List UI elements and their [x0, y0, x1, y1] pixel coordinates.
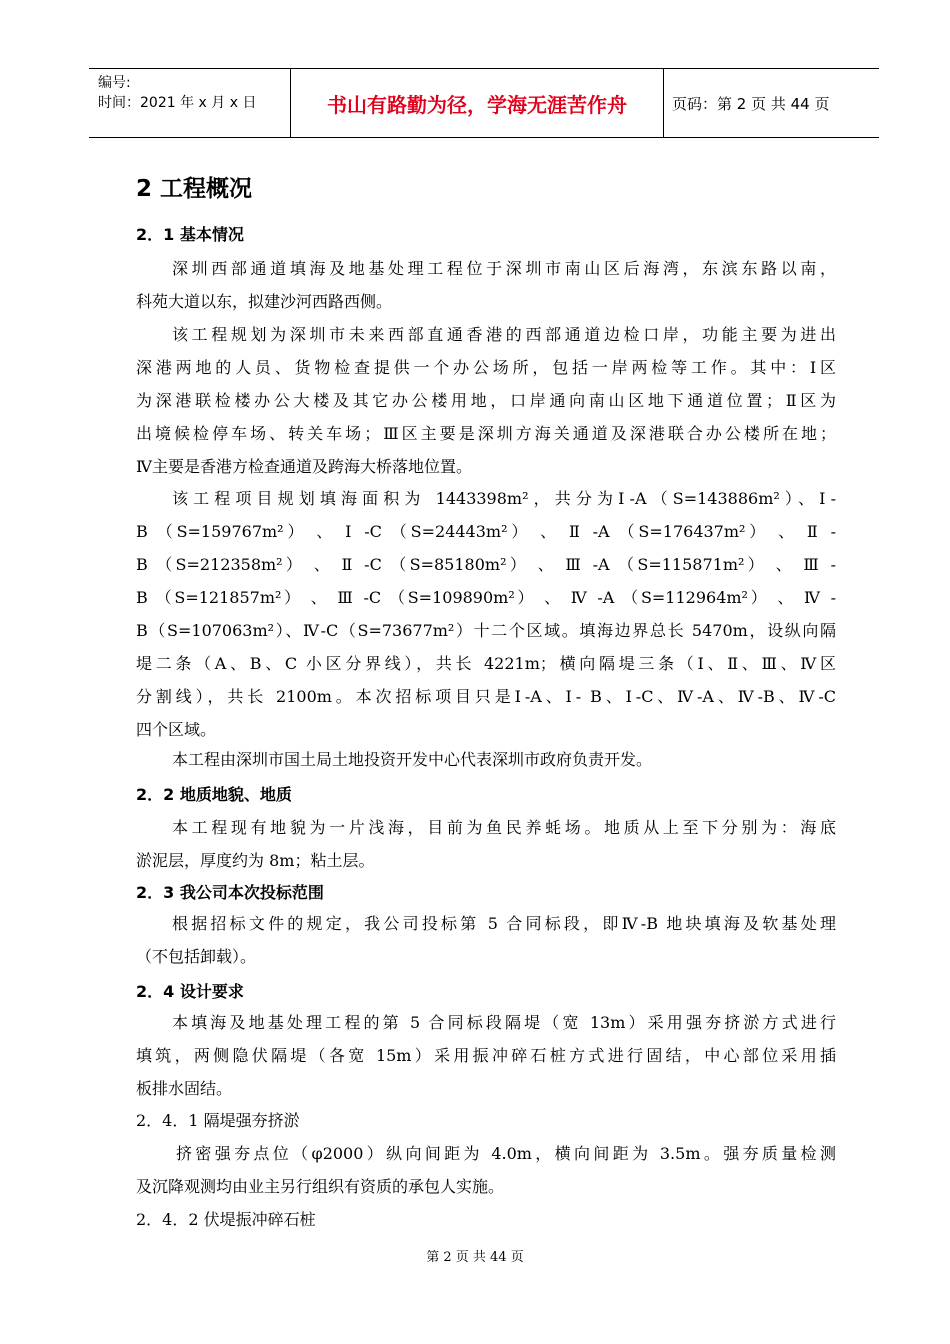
heading-2-3: 2．3 我公司本次投标范围	[136, 883, 324, 902]
text-line: 本工程由深圳市国土局土地投资开发中心代表深圳市政府负责开发。	[172, 750, 653, 769]
heading-2-4-1: 2．4．1 隔堤强夯挤淤	[136, 1111, 300, 1130]
text-line: （不包括卸载）。	[136, 947, 257, 966]
section-title: 2 工程概况	[136, 176, 253, 202]
paragraph-2-1-4	[136, 743, 836, 776]
text-line: 堤二条（A、B、C 小区分界线），共长 4221m；横向隔堤三条（Ⅰ、Ⅱ、Ⅲ、Ⅳ区	[136, 654, 836, 673]
text-line: 淤泥层，厚度约为 8m；粘土层。	[136, 851, 375, 870]
text-line: 深圳西部通道填海及地基处理工程位于深圳市南山区后海湾，东滨东路以南，	[172, 259, 836, 278]
serial-label: 编号:	[98, 75, 131, 91]
paragraph-2-4	[136, 1006, 836, 1105]
text-line: 深港两地的人员、货物检查提供一个办公场所，包括一岸两检等工作。其中：Ⅰ区	[136, 358, 836, 377]
text-line: 板排水固结。	[136, 1079, 233, 1098]
paragraph-2-1-2	[136, 318, 836, 483]
page-header	[89, 68, 879, 138]
header-page-number: 页码：第 2 页 共 44 页	[672, 94, 830, 113]
text-line: 出境候检停车场、转关车场；Ⅲ区主要是深圳方海关通道及深港联合办公楼所在地；	[136, 424, 836, 443]
header-meta	[89, 69, 290, 137]
paragraph-2-1-1	[136, 252, 836, 318]
paragraph-2-3	[136, 907, 836, 973]
paragraph-2-4-1	[136, 1137, 836, 1203]
text-line: 四个区域。	[136, 720, 217, 739]
text-line: Ⅳ主要是香港方检查通道及跨海大桥落地位置。	[136, 457, 472, 476]
date-label: 时间：2021 年 x 月 x 日	[98, 95, 257, 111]
text-line: 本填海及地基处理工程的第 5 合同标段隔堤（宽 13m）采用强夯挤淤方式进行	[172, 1013, 836, 1032]
paragraph-2-2	[136, 811, 836, 877]
text-line: 本工程现有地貌为一片浅海，目前为鱼民养蚝场。地质从上至下分别为：海底	[172, 818, 836, 837]
text-line: B （S=121857m²） 、 Ⅲ -C （S=109890m²） 、 Ⅳ -A （S=112964m²） 、 Ⅳ -	[136, 588, 836, 607]
text-line: 挤密强夯点位（φ2000）纵向间距为 4.0m，横向间距为 3.5m。强夯质量检测	[176, 1144, 836, 1163]
text-line: B（S=107063m²）、Ⅳ-C（S=73677m²）十二个区域。填海边界总长 5470m，设纵向隔	[136, 621, 836, 640]
page-footer: 第 2 页 共 44 页	[426, 1250, 524, 1265]
text-line: 及沉降观测均由业主另行组织有资质的承包人实施。	[136, 1177, 505, 1196]
text-line: 分割线），共长 2100m。本次招标项目只是Ⅰ-A、Ⅰ- B、Ⅰ-C、Ⅳ-A、Ⅳ-B、Ⅳ-C	[136, 687, 836, 706]
text-line: 填筑，两侧隐伏隔堤（各宽 15m）采用振冲碎石桩方式进行固结，中心部位采用插	[136, 1046, 836, 1065]
heading-2-2: 2．2 地质地貌、地质	[136, 785, 292, 804]
text-line: 该工程规划为深圳市未来西部直通香港的西部通道边检口岸，功能主要为进出	[172, 325, 836, 344]
text-line: 科苑大道以东，拟建沙河西路西侧。	[136, 292, 393, 311]
text-line: 为深港联检楼办公大楼及其它办公楼用地，口岸通向南山区地下通道位置；Ⅱ区为	[136, 391, 836, 410]
text-line: B （S=159767m²） 、 Ⅰ -C （S=24443m²） 、 Ⅱ -A （S=176437m²） 、 Ⅱ -	[136, 522, 836, 541]
header-motto: 书山有路勤为径，学海无涯苦作舟	[290, 69, 664, 137]
text-line: B （S=212358m²） 、 Ⅱ -C （S=85180m²） 、 Ⅲ -A （S=115871m²） 、 Ⅲ -	[136, 555, 836, 574]
text-line: 该工程项目规划填海面积为 1443398m²，共分为Ⅰ-A（S=143886m²）、Ⅰ-	[172, 489, 836, 508]
heading-2-1: 2．1 基本情况	[136, 225, 244, 244]
text-line: 根据招标文件的规定，我公司投标第 5 合同标段，即Ⅳ-B 地块填海及软基处理	[172, 914, 836, 933]
heading-2-4-2: 2．4．2 伏堤振冲碎石桩	[136, 1210, 316, 1229]
paragraph-2-1-3	[136, 482, 836, 746]
heading-2-4: 2．4 设计要求	[136, 982, 244, 1001]
